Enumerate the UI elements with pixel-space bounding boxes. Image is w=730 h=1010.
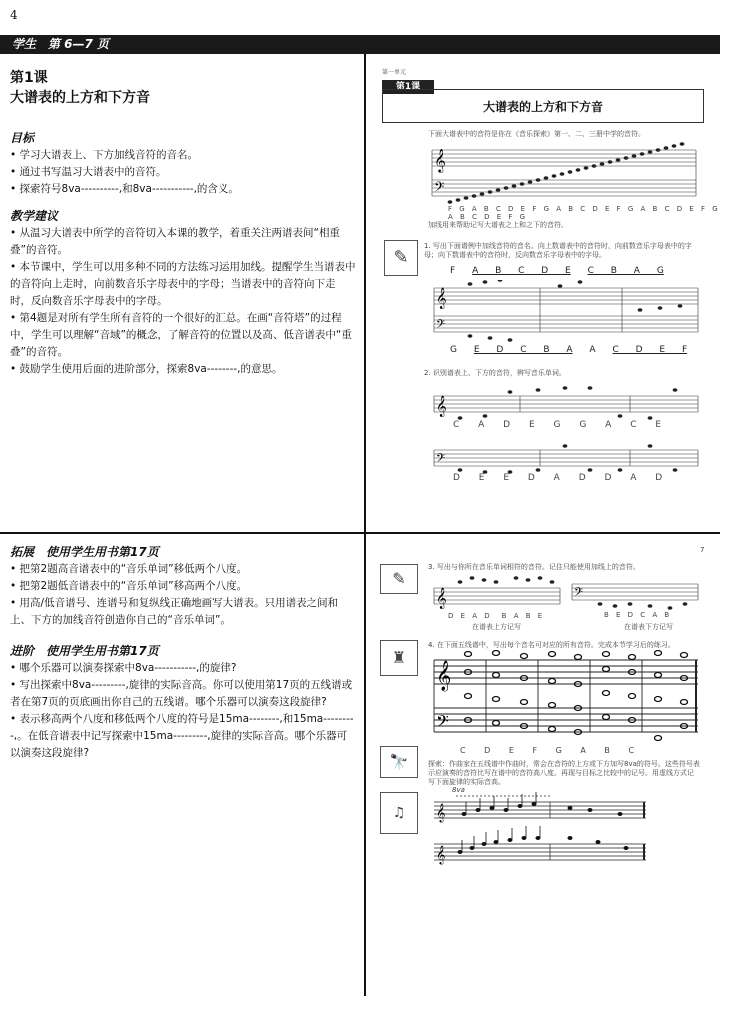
intro-text: 下面大谱表中的音符是你在《音乐探索》第一、二、三册中学的音符。 bbox=[428, 130, 645, 138]
q2-bass-staff-graphic bbox=[430, 442, 702, 476]
left-bottom-section bbox=[10, 544, 356, 762]
svg-text:𝄞: 𝄞 bbox=[436, 396, 447, 417]
ledger-note: 加线用来帮助记写大谱表之上和之下的音符。 bbox=[428, 221, 568, 229]
q1-bottom-letters-group: E D C B A bbox=[473, 345, 573, 355]
lesson-tag: 第1课 bbox=[382, 80, 434, 94]
svg-text:𝄢: 𝄢 bbox=[436, 711, 449, 735]
q3-caption-left: 在谱表上方记写 bbox=[472, 623, 521, 631]
q4-note-name: A bbox=[580, 746, 586, 755]
tip-item: • 鼓励学生使用后面的进阶部分，探索8va--------,的意思。 bbox=[10, 363, 283, 375]
q4-note-name: E bbox=[508, 746, 514, 755]
q4-note-name: F bbox=[532, 746, 538, 755]
svg-text:𝄢: 𝄢 bbox=[574, 586, 584, 602]
q1-bottom-letters-group: C D E F bbox=[612, 345, 688, 355]
q1-bottom-letter: G bbox=[450, 345, 457, 355]
page-number: 4 bbox=[10, 8, 18, 22]
tip-item: • 第4题是对所有学生所有音符的一个很好的汇总。在画“音符塔”的过程中，学生可以理解“音域”的概念，了解音符的位置以及高、低音谱表中“重叠”的音符。 bbox=[10, 312, 352, 358]
svg-text:𝄞: 𝄞 bbox=[436, 845, 446, 864]
note-letter-row: F G A B C D E F G A B C D E F G A B C D E F G A B C D E F G bbox=[448, 205, 721, 221]
q3-staffs-graphic bbox=[430, 574, 702, 610]
explore-melody-graphic bbox=[430, 790, 650, 870]
svg-text:𝄞: 𝄞 bbox=[434, 148, 446, 172]
svg-text:𝄞: 𝄞 bbox=[436, 588, 447, 609]
svg-text:𝄢: 𝄢 bbox=[436, 452, 446, 468]
q1-bottom-letter: A bbox=[589, 345, 596, 355]
lesson-number: 第1课 bbox=[10, 70, 48, 86]
horizontal-divider bbox=[0, 532, 720, 534]
q1-staff-graphic bbox=[430, 280, 702, 342]
extension-heading: 拓展 使用学生用书第17页 bbox=[10, 545, 159, 559]
q3-left-letters: D E A D B A B E bbox=[448, 612, 545, 620]
student-page-title: 大谱表的上方和下方音 bbox=[382, 89, 704, 123]
svg-text:𝄞: 𝄞 bbox=[436, 803, 446, 822]
svg-text:𝄢: 𝄢 bbox=[434, 179, 445, 198]
q1-bottom-letters bbox=[450, 345, 687, 355]
advanced-heading: 进阶 使用学生用书第17页 bbox=[10, 644, 159, 658]
svg-text:𝄞: 𝄞 bbox=[436, 288, 447, 309]
svg-text:𝄢: 𝄢 bbox=[436, 318, 446, 334]
left-top-section bbox=[10, 68, 356, 378]
unit-tag: 第一单元 bbox=[382, 69, 407, 76]
grand-staff-graphic bbox=[428, 142, 700, 210]
q4-note-name: C bbox=[628, 746, 635, 755]
extension-item: • 把第2题低音谱表中的“音乐单词”移高两个八度。 bbox=[10, 580, 248, 592]
q2-treble-letters: C A D E G G A C E bbox=[453, 420, 662, 430]
q4-note-names bbox=[460, 746, 634, 755]
tower-icon: ♜ bbox=[380, 640, 418, 676]
q3-right-letters: B E D C A B bbox=[604, 611, 672, 619]
q3-caption-right: 在谱表下方记写 bbox=[624, 623, 673, 631]
tip-item: • 本节课中，学生可以用多种不同的方法练习运用加线。提醒学生当谱表中的音符向上走时，向前数音乐字母表中的字母；当谱表中的音符向下走时，反向数音乐字母表中的字母。 bbox=[10, 261, 356, 307]
q4-note-name: C bbox=[460, 746, 466, 755]
question-2: 2. 识别谱表上、下方的音符，辨写音乐单词。 bbox=[424, 369, 566, 377]
pencil-icon: ✎ bbox=[380, 564, 418, 594]
svg-text:𝄞: 𝄞 bbox=[436, 661, 452, 691]
q2-treble-staff-graphic bbox=[430, 386, 702, 424]
lesson-title: 大谱表的上方和下方音 bbox=[10, 90, 150, 106]
goal-item: • 通过书写温习大谱表中的音符。 bbox=[10, 166, 167, 178]
explore-text: 探索：作曲家在五线谱中作曲时，常会在音符的上方或下方加写8va的符号。这些符号表示应演奏的音符比写在谱中的音符高八度。再现与目标之比较中的记号。用虚线方式记写下面旋律的实际音高。 bbox=[428, 760, 700, 786]
q4-note-name: G bbox=[555, 746, 562, 755]
question-4: 4. 在下面五线谱中，写出每个音名可对应的所有音符。完成本节学习后的练习。 bbox=[428, 641, 675, 649]
goals-heading: 目标 bbox=[10, 131, 35, 145]
goal-item: • 学习大谱表上、下方加线音符的音名。 bbox=[10, 149, 199, 161]
goal-item: • 探索符号8va----------,和8va-----------,的含义。 bbox=[10, 183, 239, 195]
q1-top-letters-group: C B A G bbox=[587, 266, 664, 276]
question-1: 1. 写出下面谱例中加线音符的音名。向上数谱表中的音符时，向前数音乐字母表中的字母；向下数谱表中的音符时，反向数音乐字母表中的字母。 bbox=[424, 242, 692, 259]
q1-top-letters bbox=[450, 266, 664, 276]
vertical-divider bbox=[364, 54, 366, 996]
extension-item: • 把第2题高音谱表中的“音乐单词”移低两个八度。 bbox=[10, 563, 248, 575]
q1-top-letter: F bbox=[450, 266, 456, 276]
performer-icon: ♫ bbox=[380, 792, 418, 834]
student-page-number: 7 bbox=[700, 546, 705, 554]
q2-bass-letters: D E E D A D D A D bbox=[453, 473, 663, 483]
q1-top-letters-group: A B C D E bbox=[472, 266, 571, 276]
telescope-icon: 🔭 bbox=[380, 746, 418, 778]
pencil-icon: ✎ bbox=[384, 240, 418, 276]
advanced-item: • 哪个乐器可以演奏探索中8va-----------,的旋律? bbox=[10, 662, 237, 674]
ottava-marking: 8va bbox=[452, 786, 465, 794]
tip-item: • 从温习大谱表中所学的音符切入本课的教学，着重关注两谱表间“相重叠”的音符。 bbox=[10, 227, 340, 256]
q4-note-name: B bbox=[604, 746, 610, 755]
page-header-bar: 学生 第 6—7 页 bbox=[0, 35, 720, 54]
q4-note-name: D bbox=[484, 746, 491, 755]
question-3: 3. 写出与你所在音乐单词相符的音符。记住只能使用加线上的音符。 bbox=[428, 563, 640, 571]
extension-item: • 用高/低音谱号、连谱号和复纵线正确地画写大谱表。只用谱表之间和上、下方的加线音符创造你自己的“音乐单词”。 bbox=[10, 597, 339, 626]
advanced-item: • 写出探索中8va---------,旋律的实际音高。你可以使用第17页的五线谱或者在第7页的页底画出你自己的五线谱。哪个乐器可以演奏这段旋律? bbox=[10, 679, 353, 708]
advanced-item: • 表示移高两个八度和移低两个八度的符号是15ma--------,和15ma---------,。在低音谱表中记写探索中15ma---------,旋律的实际音高。哪个乐器可以演奏这段旋律? bbox=[10, 713, 354, 759]
q4-grand-staff-graphic bbox=[430, 650, 702, 746]
tips-heading: 教学建议 bbox=[10, 209, 59, 223]
